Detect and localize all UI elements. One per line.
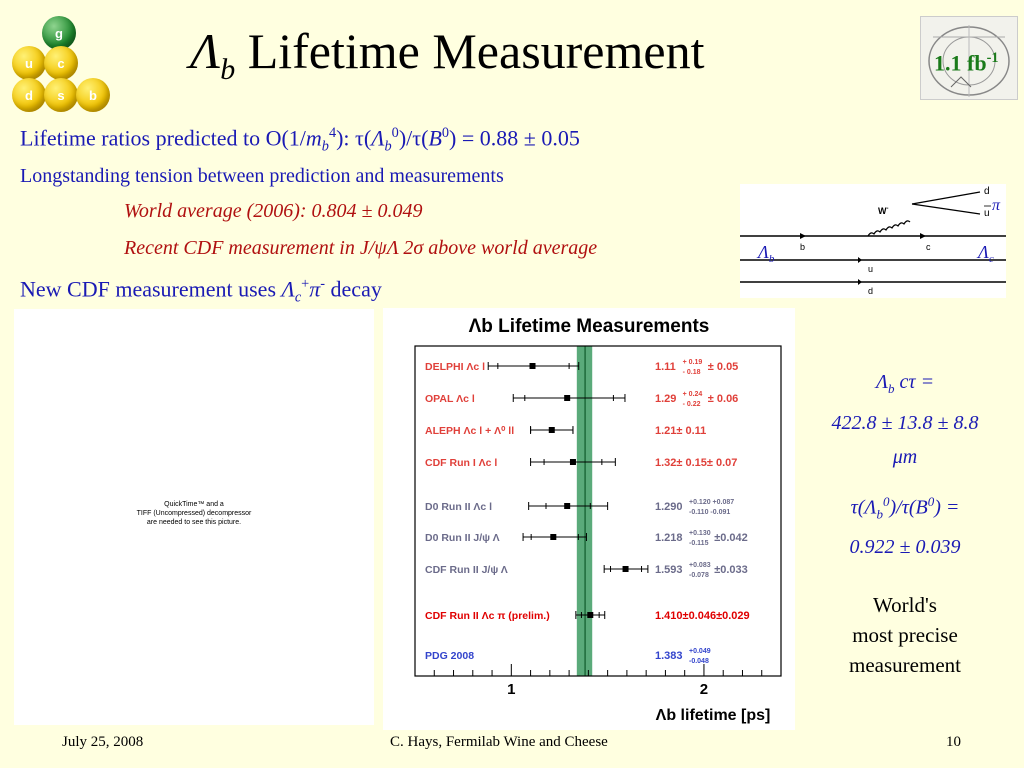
x-tick-label: 2 bbox=[699, 681, 709, 698]
x-axis-label: Λb lifetime [ps] bbox=[655, 707, 771, 724]
quark-c-icon: c bbox=[44, 46, 78, 80]
bullet-recent-cdf: Recent CDF measurement in J/ψΛ 2σ above world average bbox=[124, 237, 598, 259]
ubar-label: u bbox=[984, 208, 990, 219]
quark-d-icon: d bbox=[12, 78, 46, 112]
most-precise-note: World's most precise measurement bbox=[849, 593, 961, 677]
bullet-tension: Longstanding tension between prediction and measurements bbox=[20, 165, 504, 187]
quicktime-message: QuickTime™ and a TIFF (Uncompressed) decompressor are needed to see this picture. bbox=[136, 501, 252, 526]
value-sub: - 0.22 bbox=[682, 401, 701, 408]
value-label: 1.593 bbox=[655, 564, 683, 576]
quark-u-icon: u bbox=[12, 46, 46, 80]
value-sup: +0.083 bbox=[689, 562, 711, 569]
value-sub: -0.110 -0.091 bbox=[689, 509, 731, 516]
title-text: Lifetime Measurement bbox=[235, 23, 705, 79]
x-tick-label: 1 bbox=[507, 681, 516, 698]
pi-label: π bbox=[992, 197, 1001, 214]
value-tail: ± 0.06 bbox=[707, 393, 739, 405]
measurement-label: PDG 2008 bbox=[425, 650, 475, 662]
measurement-label: D0 Run II Λc l bbox=[425, 501, 493, 513]
measurement-label: CDF Run II Λc π (prelim.) bbox=[425, 610, 550, 622]
b-quark-label: b bbox=[800, 242, 806, 252]
value-label: 1.290 bbox=[655, 501, 683, 513]
ratio-result: $\tau(\Lambda_b^0)/\tau(B^0)$ = 0.922 ± 0.039 bbox=[849, 494, 961, 558]
value-sub: -0.048 bbox=[689, 658, 709, 665]
lambda-c-label: $\Lambda_c$ bbox=[978, 242, 994, 265]
bullet-world-average: World average (2006): 0.804 ± 0.049 bbox=[124, 200, 423, 222]
bullet-new-measurement: New CDF measurement uses $\Lambda_c^+\pi^-$ decay bbox=[20, 276, 382, 306]
measurement-label: ALEPH Λc l + Λ⁰ ll bbox=[425, 425, 515, 437]
value-sup: +0.120 +0.087 bbox=[689, 499, 735, 506]
data-point bbox=[530, 363, 536, 369]
measurement-label: D0 Run II J/ψ Λ bbox=[425, 532, 500, 544]
measurement-label: CDF Run I Λc l bbox=[425, 457, 498, 469]
data-point bbox=[549, 427, 555, 433]
value-label: 1.21± 0.11 bbox=[655, 425, 707, 437]
value-sub: -0.115 bbox=[689, 540, 709, 547]
u-quark-label: u bbox=[868, 264, 874, 274]
title-lambda: Λ bbox=[190, 23, 221, 79]
footer-date: July 25, 2008 bbox=[62, 734, 144, 750]
luminosity-label: 1.1 $fb^{-1}$ bbox=[934, 50, 999, 76]
value-label: 1.11 bbox=[655, 361, 676, 373]
value-sub: - 0.18 bbox=[682, 369, 701, 376]
lifetime-chart bbox=[383, 308, 795, 730]
measurement-label: DELPHI Λc l bbox=[425, 361, 486, 373]
chart-title: Λb Lifetime Measurements bbox=[468, 316, 710, 337]
data-point bbox=[564, 395, 570, 401]
ctau-result: $\Lambda_b$ cτ = 422.8 ± 13.8 ± 8.8 μm bbox=[831, 371, 979, 468]
footer-talk: C. Hays, Fermilab Wine and Cheese bbox=[390, 734, 608, 750]
value-label: 1.29 bbox=[655, 393, 677, 405]
value-label: 1.218 bbox=[655, 532, 683, 544]
measurement-label: OPAL Λc l bbox=[425, 393, 475, 405]
quark-g-icon: g bbox=[42, 16, 76, 50]
d-label-top: d bbox=[984, 186, 990, 197]
data-point bbox=[550, 534, 556, 540]
value-tail: ± 0.05 bbox=[707, 361, 739, 373]
lambda-b-label: $\Lambda_b$ bbox=[758, 242, 775, 265]
value-sup: +0.049 bbox=[689, 648, 711, 655]
value-sup: + 0.19 bbox=[682, 359, 703, 366]
c-quark-label: c bbox=[926, 242, 931, 252]
data-point bbox=[587, 612, 593, 618]
measurement-label: CDF Run II J/ψ Λ bbox=[425, 564, 508, 576]
w-boson-label: W- bbox=[878, 206, 889, 216]
data-point bbox=[570, 459, 576, 465]
value-sub: -0.078 bbox=[689, 572, 709, 579]
data-point bbox=[623, 566, 629, 572]
quark-b-icon: b bbox=[76, 78, 110, 112]
value-tail: ±0.033 bbox=[714, 564, 748, 576]
quark-s-icon: s bbox=[44, 78, 78, 112]
slide-title bbox=[190, 22, 704, 87]
value-sup: + 0.24 bbox=[682, 391, 703, 398]
value-label: 1.410±0.046±0.029 bbox=[655, 610, 750, 622]
footer-page-number: 10 bbox=[946, 734, 961, 750]
feynman-diagram bbox=[740, 184, 1006, 298]
bullet-lifetime-ratio: Lifetime ratios predicted to $O(1/m_b^4)$: $\tau(\Lambda_b^0)/\tau(B^0) = 0.88 \pm 0.05$ bbox=[20, 125, 580, 155]
value-sup: +0.130 bbox=[689, 530, 711, 537]
value-tail: ±0.042 bbox=[714, 532, 748, 544]
value-label: 1.32± 0.15± 0.07 bbox=[655, 457, 738, 469]
value-label: 1.383 bbox=[655, 650, 683, 662]
title-sub: b bbox=[220, 53, 236, 86]
d-quark-label: d bbox=[868, 286, 874, 296]
data-point bbox=[564, 503, 570, 509]
